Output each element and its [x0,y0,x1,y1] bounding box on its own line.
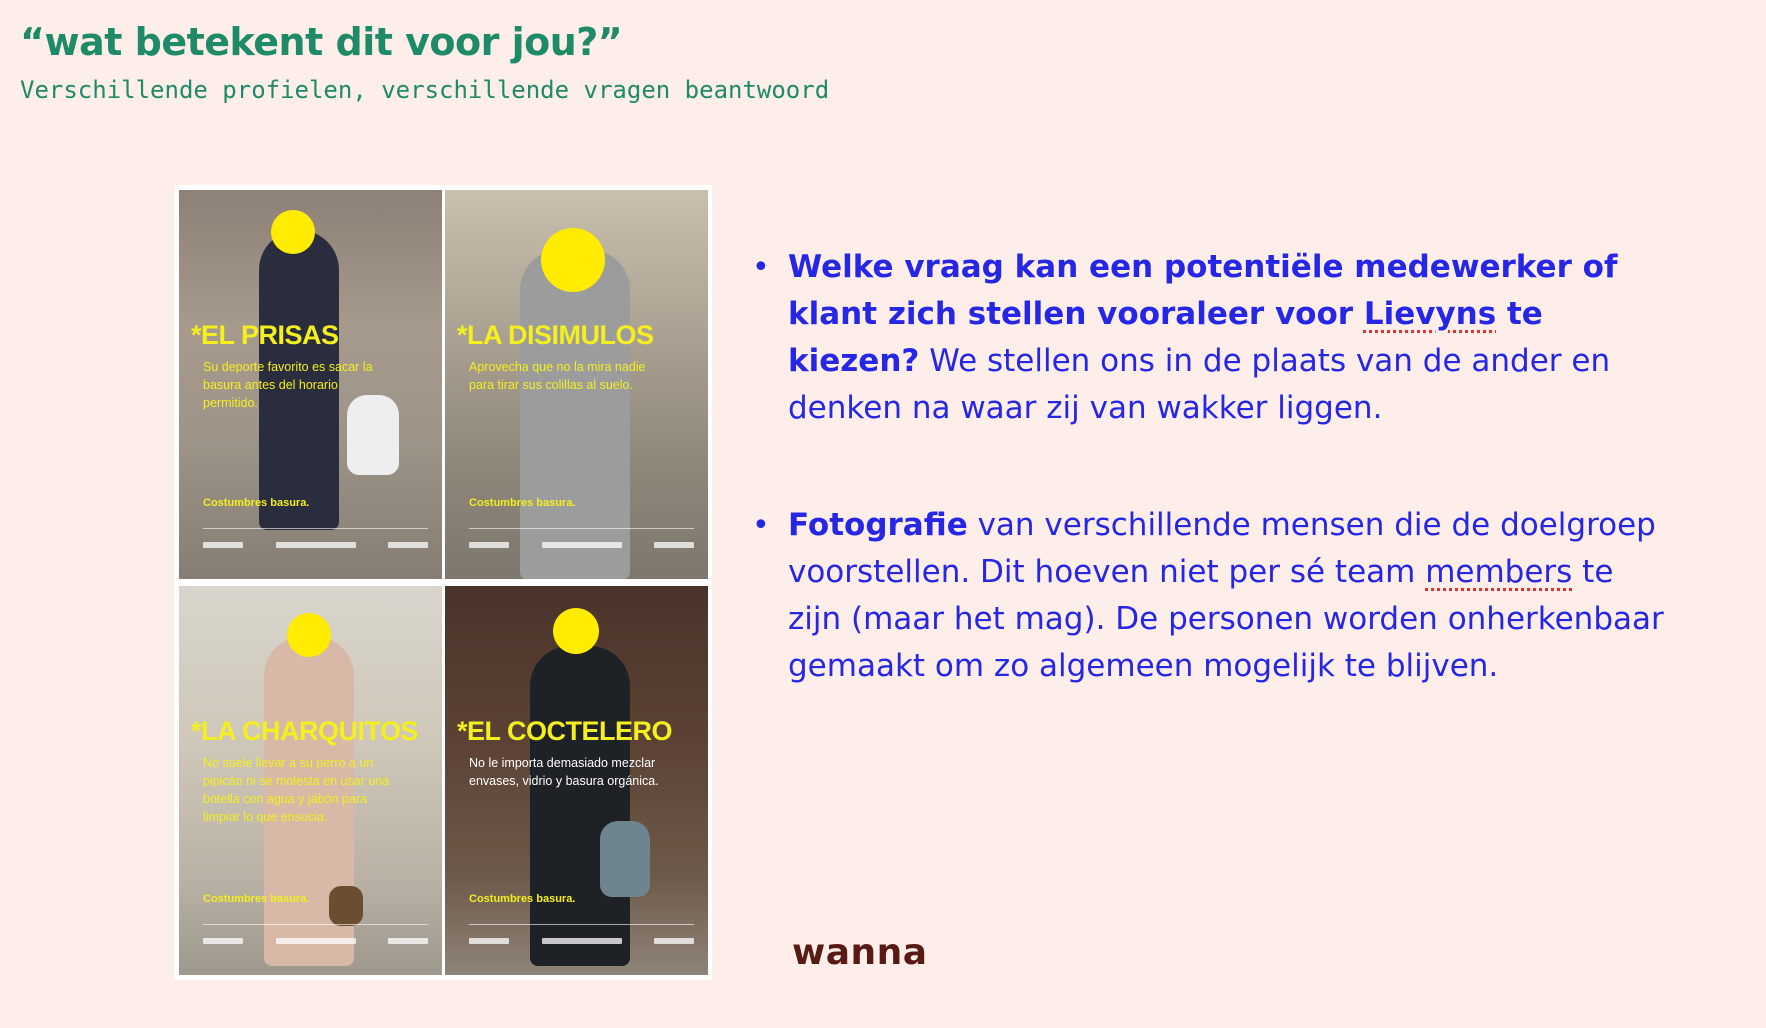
bullet-bold-text: Welke vraag kan een potentiële medewerker of klant zich stellen vooraleer voor [788,249,1618,332]
divider [469,924,694,925]
person-figure [520,250,630,579]
poster-title: *EL COCTELERO [457,716,673,746]
poster-title: *LA DISIMULOS [457,320,654,350]
page-subtitle: Verschillende profielen, verschillende vragen beantwoord [20,76,830,104]
poster-logos [203,934,428,948]
divider [203,528,428,529]
poster-tag: Costumbres basura. [469,893,576,905]
trash-bag [600,821,650,897]
face-cover [287,613,331,657]
poster-logos [469,934,694,948]
person-figure [530,646,630,966]
poster-body: Su deporte favorito es sacar la basura antes del horario permitido. [203,360,373,410]
page-title: “wat betekent dit voor jou?” [20,20,623,64]
bullet-item [752,244,1668,432]
face-cover [541,228,605,292]
bullet-bold-text-end: te kiezen? [788,296,1543,379]
bullet-dot: • [752,250,770,285]
poster-la-charquitos [179,586,442,975]
poster-title: *EL PRISAS [191,320,339,350]
bullet-marked-word: members [1425,554,1573,590]
poster-tag: Costumbres basura. [203,497,310,509]
poster-body: Aprovecha que no la mira nadie para tirar sus colillas al suelo. [469,360,646,392]
bullet-bold-marked-word: Lievyns [1363,296,1497,332]
poster-tag: Costumbres basura. [469,497,576,509]
face-cover [553,608,599,654]
poster-logos [469,538,694,552]
dog [329,886,363,926]
divider [469,528,694,529]
brand-logo: wanna [792,932,928,973]
poster-la-disimulos [445,190,708,579]
bullet-text: We stellen ons in de plaats van de ander en denken na waar zij van wakker liggen. [788,343,1611,426]
poster-body: No suele llevar a su perro a un pipicán ni se molesta en usar una botella con agua y jabón para limpiar lo que ensucia. [203,756,390,824]
face-cover [271,210,315,254]
poster-title: *LA CHARQUITOS [191,716,419,746]
divider [203,924,428,925]
poster-el-coctelero [445,586,708,975]
bullet-dot: • [752,508,770,543]
bullet-text-end: te zijn (maar het mag). De personen worden onherkenbaar gemaakt om zo algemeen mogelijk te blijven. [788,554,1664,684]
bullet-bold-text: Fotografie [788,507,968,543]
poster-collage [174,185,712,980]
poster-tag: Costumbres basura. [203,893,310,905]
bullet-item [752,502,1668,690]
poster-body: No le importa demasiado mezclar envases, vidrio y basura orgánica. [469,756,659,788]
bullet-text: van verschillende mensen die de doelgroep voorstellen. Dit hoeven niet per sé team [788,507,1656,590]
poster-logos [203,538,428,552]
poster-el-prisas [179,190,442,579]
